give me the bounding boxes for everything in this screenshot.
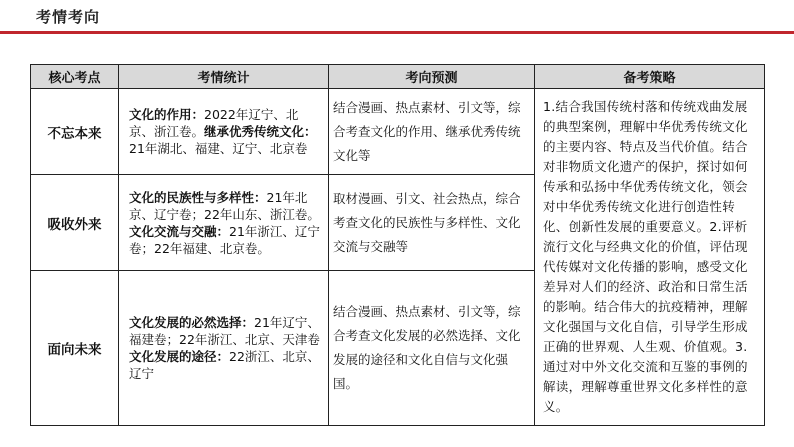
strategy-cell: 1.结合我国传统村落和传统戏曲发展的典型案例，理解中华优秀传统文化的主要内容、特点及当代价值。结合对非物质文化遗产的保护，探讨如何传承和弘扬中华优秀传统文化，领会对中华优秀传统文化进行创造性转化、创新性发展的重要意义。2.评析流行文化与经典文化的价值，评估现代传媒对文化传播的影响，感受文化差异对人们的经济、政治和日常生活的影响。结合伟大的抗疫精神，理解文化强国与文化自信，引导学生形成正确的世界观、人生观、价值观。3.通过对中外文化交流和互鉴的事例的解读，理解尊重世界文化多样性的意义。 — [535, 89, 765, 426]
stat-label: 文化的民族性与多样性： — [129, 189, 267, 205]
statistics-cell — [119, 175, 329, 271]
page-header — [0, 0, 794, 36]
stat-text: 2022年辽宁、北京、浙江卷。 — [129, 107, 299, 139]
stat-text: 21年辽宁、福建卷；22年浙江、北京、天津卷 — [129, 315, 320, 347]
prediction-cell: 结合漫画、热点素材、引文等，综合考查文化发展的必然选择、文化发展的途径和文化自信与文化强国。 — [329, 271, 535, 426]
statistics-cell — [119, 89, 329, 175]
stat-label: 继承优秀传统文化： — [204, 124, 317, 139]
key-point-cell: 吸收外来 — [31, 175, 119, 271]
column-header-prediction: 考向预测 — [329, 65, 535, 89]
stat-label: 文化交流与交融： — [129, 223, 230, 239]
prediction-cell: 结合漫画、热点素材、引文等，综合考查文化的作用、继承优秀传统文化等 — [329, 89, 535, 175]
statistics-cell — [119, 271, 329, 426]
key-point-cell: 不忘本来 — [31, 89, 119, 175]
stat-label: 文化发展的必然选择： — [129, 315, 255, 330]
column-header-key-points: 核心考点 — [31, 65, 119, 89]
page-title: 考情考向 — [36, 8, 101, 26]
prediction-cell: 取材漫画、引文、社会热点，综合考查文化的民族性与多样性、文化交流与交融等 — [329, 175, 535, 271]
column-header-statistics: 考情统计 — [119, 65, 329, 89]
column-header-strategy: 备考策略 — [535, 65, 765, 89]
header-divider — [0, 31, 794, 34]
key-point-cell: 面向未来 — [31, 271, 119, 426]
stat-text: 22浙江、北京、辽宁 — [129, 349, 320, 381]
stat-text: 21年北京、辽宁卷；22年山东、浙江卷。 — [129, 189, 320, 222]
stat-text: 21年浙江、辽宁卷；22年福建、北京卷。 — [129, 223, 320, 256]
stat-label: 文化的作用： — [129, 107, 205, 122]
exam-analysis-table — [30, 64, 765, 426]
stat-label: 文化发展的途径： — [129, 349, 230, 364]
table-header-row — [31, 65, 765, 89]
stat-text: 21年湖北、福建、辽宁、北京卷 — [129, 141, 308, 156]
table-row — [31, 89, 765, 175]
